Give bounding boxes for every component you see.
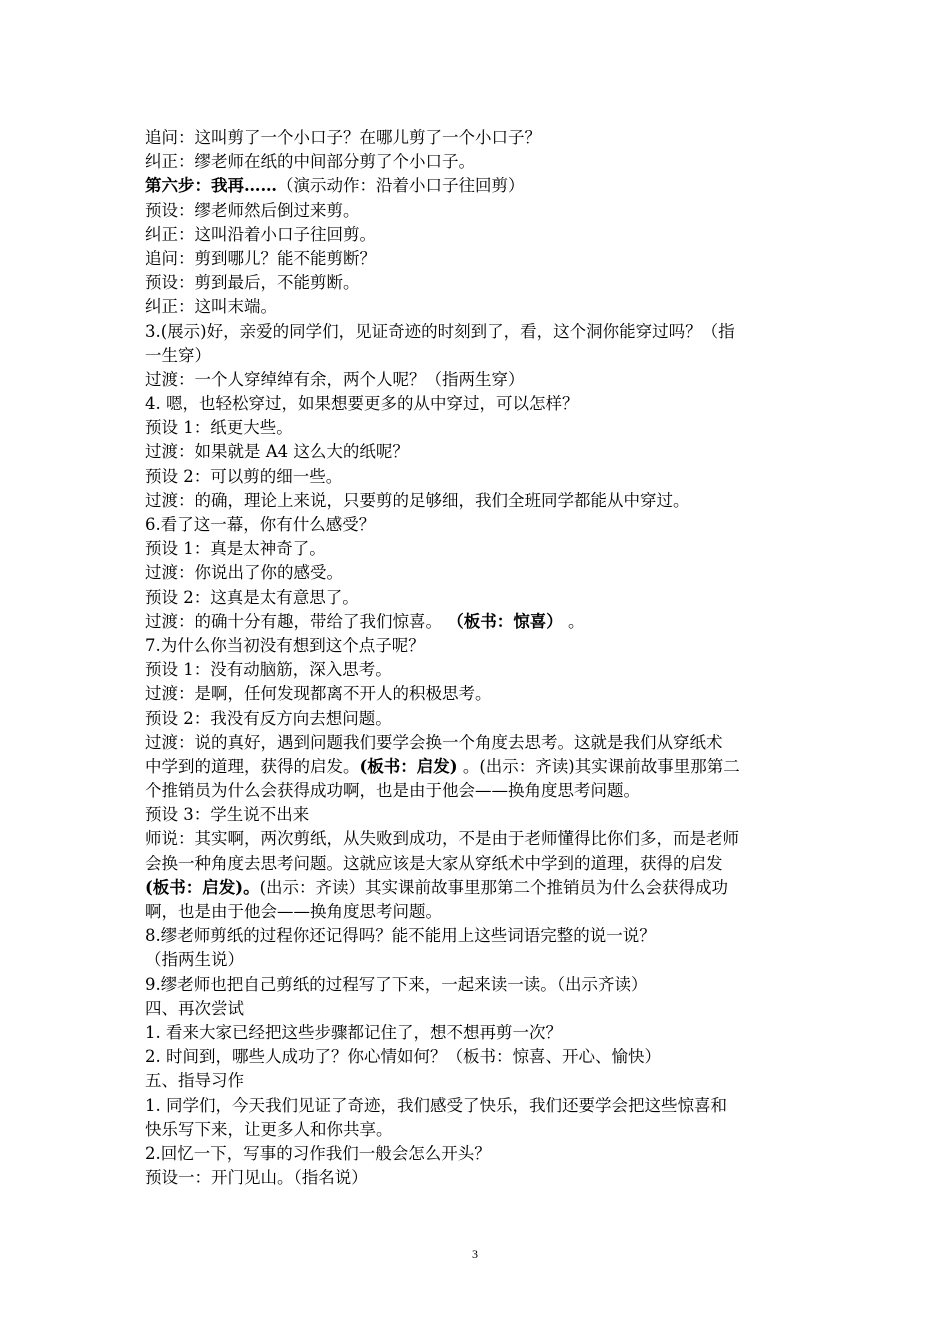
text-run: 中学到的道理，获得的启发。 <box>145 756 360 776</box>
text-line <box>145 465 815 489</box>
bold-text-run: (板书：启发)。 <box>145 877 260 897</box>
text-run: 师说：其实啊，两次剪纸，从失败到成功，不是由于老师懂得比你们多，而是老师 <box>145 829 739 849</box>
text-run: 预设 2：我没有反方向去想问题。 <box>145 708 392 728</box>
text-run: 9.缪老师也把自己剪纸的过程写了下来，一起来读一读。（出示齐读） <box>145 974 648 994</box>
text-run: 预设：剪到最后，不能剪断。 <box>145 273 360 293</box>
text-line <box>145 586 815 610</box>
text-line <box>145 320 815 344</box>
text-line <box>145 997 815 1021</box>
text-line <box>145 1166 815 1190</box>
text-line <box>145 852 815 876</box>
text-line <box>145 440 815 464</box>
text-line <box>145 634 815 658</box>
text-run: 纠正：缪老师在纸的中间部分剪了个小口子。 <box>145 152 475 172</box>
text-run: 预设：缪老师然后倒过来剪。 <box>145 200 360 220</box>
text-run: 纠正：这叫沿着小口子往回剪。 <box>145 224 376 244</box>
text-run: 1. 看来大家已经把这些步骤都记住了，想不想再剪一次？ <box>145 1022 562 1042</box>
text-run: 预设 1：真是太神奇了。 <box>145 539 326 559</box>
text-line <box>145 223 815 247</box>
text-run: 快乐写下来，让更多人和你共享。 <box>145 1119 393 1139</box>
text-line <box>145 513 815 537</box>
text-run: 7.为什么你当初没有想到这个点子呢？ <box>145 635 425 655</box>
text-line <box>145 707 815 731</box>
text-run: 预设 2：这真是太有意思了。 <box>145 587 359 607</box>
text-line <box>145 247 815 271</box>
text-line <box>145 827 815 851</box>
text-line <box>145 1069 815 1093</box>
text-run: 1. 同学们，今天我们见证了奇迹，我们感受了快乐，我们还要学会把这些惊喜和 <box>145 1095 727 1115</box>
text-run: 8.缪老师剪纸的过程你还记得吗？能不能用上这些词语完整的说一说？ <box>145 926 656 946</box>
text-line <box>145 537 815 561</box>
text-run: 会换一种角度去思考问题。这就应该是大家从穿纸术中学到的道理，获得的启发 <box>145 853 723 873</box>
text-run: (出示：齐读）其实课前故事里那第二个推销员为什么会获得成功 <box>259 877 729 897</box>
text-line <box>145 1021 815 1045</box>
text-line <box>145 295 815 319</box>
text-line <box>145 1094 815 1118</box>
text-run: 个推销员为什么会获得成功啊，也是由于他会——换角度思考问题。 <box>145 781 640 801</box>
text-run: 过渡：的确十分有趣，带给了我们惊喜。 <box>145 611 448 631</box>
text-run: 预设一：开门见山。（指名说） <box>145 1168 368 1188</box>
text-line <box>145 344 815 368</box>
text-line <box>145 610 815 634</box>
text-line <box>145 126 815 150</box>
text-line <box>145 924 815 948</box>
text-line <box>145 948 815 972</box>
text-run: 过渡：你说出了你的感受。 <box>145 563 343 583</box>
text-line <box>145 561 815 585</box>
text-line <box>145 1142 815 1166</box>
text-line <box>145 1045 815 1069</box>
text-line <box>145 755 815 779</box>
text-line <box>145 682 815 706</box>
text-run: 2.回忆一下，写事的习作我们一般会怎么开头？ <box>145 1143 491 1163</box>
text-run: 四、再次尝试 <box>145 998 244 1018</box>
text-line <box>145 271 815 295</box>
text-run: 预设 1：没有动脑筋，深入思考。 <box>145 660 392 680</box>
text-run: 过渡：是啊，任何发现都离不开人的积极思考。 <box>145 684 492 704</box>
text-line <box>145 900 815 924</box>
text-line <box>145 876 815 900</box>
text-line <box>145 416 815 440</box>
text-run: 。 <box>562 611 585 631</box>
text-run: 过渡：说的真好，遇到问题我们要学会换一个角度去思考。这就是我们从穿纸术 <box>145 732 723 752</box>
bold-text-run: 第六步：我再…… <box>145 176 277 196</box>
text-run: 预设 1：纸更大些。 <box>145 418 293 438</box>
text-run: 追问：这叫剪了一个小口子？在哪儿剪了一个小口子？ <box>145 128 541 147</box>
text-line <box>145 803 815 827</box>
text-line <box>145 489 815 513</box>
text-run: 过渡：一个人穿绰绰有余，两个人呢？（指两生穿） <box>145 369 525 389</box>
text-run: 3.(展示)好，亲爱的同学们，见证奇迹的时刻到了，看，这个洞你能穿过吗？（指 <box>145 321 735 341</box>
bold-text-run: (板书：启发) <box>359 756 458 776</box>
text-line <box>145 368 815 392</box>
text-line <box>145 731 815 755</box>
text-run: 五、指导习作 <box>145 1071 244 1091</box>
text-run: 啊，也是由于他会——换角度思考问题。 <box>145 902 442 921</box>
text-run: 6.看了这一幕，你有什么感受？ <box>145 515 376 534</box>
text-line <box>145 658 815 682</box>
text-line <box>145 392 815 416</box>
text-line <box>145 199 815 223</box>
text-run: 纠正：这叫末端。 <box>145 297 277 317</box>
text-run: 预设 3：学生说不出来 <box>145 805 310 825</box>
bold-text-run: （板书：惊喜） <box>447 611 563 631</box>
text-run: 预设 2：可以剪的细一些。 <box>145 466 343 486</box>
text-line <box>145 973 815 997</box>
text-run: （指两生说） <box>145 950 244 970</box>
page-number: 3 <box>472 1247 478 1261</box>
text-run: 追问：剪到哪儿？能不能剪断？ <box>145 248 376 268</box>
text-run: 过渡：的确，理论上来说，只要剪的足够细，我们全班同学都能从中穿过。 <box>145 490 690 510</box>
text-run: 过渡：如果就是 A4 这么大的纸呢？ <box>145 442 409 462</box>
text-run: 一生穿） <box>145 345 211 365</box>
text-line <box>145 174 815 198</box>
text-run: 。(出示：齐读)其实课前故事里那第二 <box>457 756 740 776</box>
text-run: 2. 时间到，哪些人成功了？你心情如何？（板书：惊喜、开心、愉快） <box>145 1047 661 1067</box>
text-run: （演示动作：沿着小口子往回剪） <box>277 176 525 196</box>
document-body <box>145 126 815 1190</box>
text-run: 4. 嗯，也轻松穿过，如果想要更多的从中穿过，可以怎样？ <box>145 394 579 414</box>
text-line <box>145 150 815 174</box>
text-line <box>145 779 815 803</box>
text-line <box>145 1118 815 1142</box>
